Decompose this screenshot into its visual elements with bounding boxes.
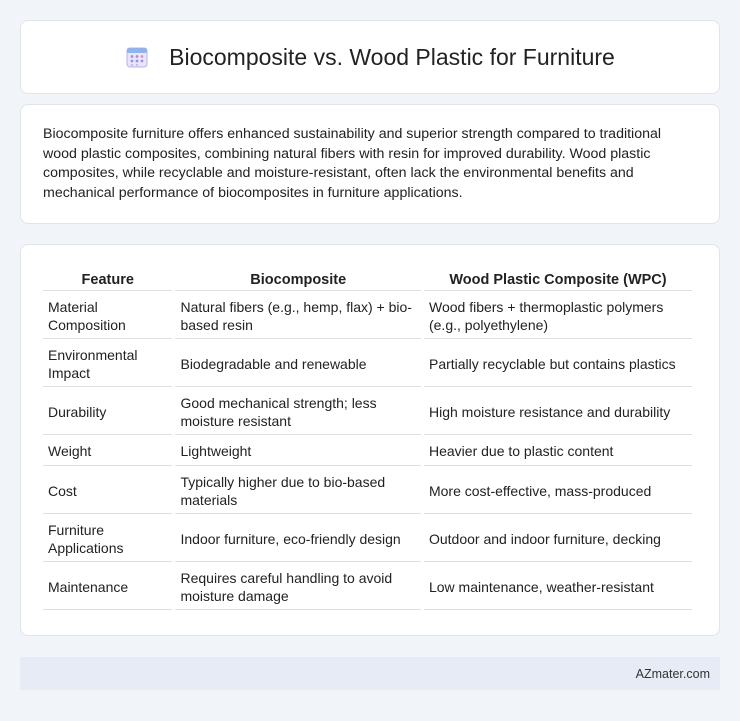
cell-biocomposite: Biodegradable and renewable (175, 341, 421, 387)
table-row (43, 389, 692, 435)
cell-wpc: Partially recyclable but contains plastics (424, 341, 692, 387)
table-header-row (43, 263, 692, 291)
intro-paragraph: Biocomposite furniture offers enhanced sustainability and superior strength compared to traditional wood plastic composites, combining natural fibers with resin for improved durability. Wood plastic composites, while recyclable and moisture-resistant, often lack the environmental benefits and mechanical performance of biocomposites in furniture applications. (43, 126, 662, 201)
table-row (43, 341, 692, 387)
table-row (43, 468, 692, 514)
cell-wpc: Low maintenance, weather-resistant (424, 564, 692, 610)
header-wpc: Wood Plastic Composite (WPC) (424, 263, 692, 291)
cell-biocomposite: Natural fibers (e.g., hemp, flax) + bio-based resin (175, 293, 421, 339)
header-feature: Feature (43, 263, 172, 291)
cell-feature: Weight (43, 437, 172, 466)
cell-feature: Material Composition (43, 293, 172, 339)
cell-feature: Furniture Applications (43, 516, 172, 562)
cell-feature: Environmental Impact (43, 341, 172, 387)
page-title: Biocomposite vs. Wood Plastic for Furniture (169, 43, 615, 70)
footer-bar (20, 657, 720, 690)
table-row (43, 437, 692, 466)
table-row (43, 564, 692, 610)
intro-card (20, 104, 720, 224)
cell-biocomposite: Good mechanical strength; less moisture resistant (175, 389, 421, 435)
cell-wpc: Wood fibers + thermoplastic polymers (e.g., polyethylene) (424, 293, 692, 339)
cell-biocomposite: Typically higher due to bio-based materials (175, 468, 421, 514)
cell-wpc: Heavier due to plastic content (424, 437, 692, 466)
footer-brand: AZmater.com (635, 666, 710, 681)
cell-wpc: Outdoor and indoor furniture, decking (424, 516, 692, 562)
cell-wpc: More cost-effective, mass-produced (424, 468, 692, 514)
title-card (20, 20, 720, 94)
table-row (43, 293, 692, 339)
calendar-grid-icon (125, 45, 149, 69)
cell-feature: Cost (43, 468, 172, 514)
cell-biocomposite: Indoor furniture, eco-friendly design (175, 516, 421, 562)
cell-biocomposite: Requires careful handling to avoid moisture damage (175, 564, 421, 610)
cell-feature: Maintenance (43, 564, 172, 610)
cell-biocomposite: Lightweight (175, 437, 421, 466)
table-row (43, 516, 692, 562)
comparison-table-card (20, 244, 720, 636)
cell-feature: Durability (43, 389, 172, 435)
comparison-table (40, 261, 695, 612)
header-biocomposite: Biocomposite (175, 263, 421, 291)
cell-wpc: High moisture resistance and durability (424, 389, 692, 435)
